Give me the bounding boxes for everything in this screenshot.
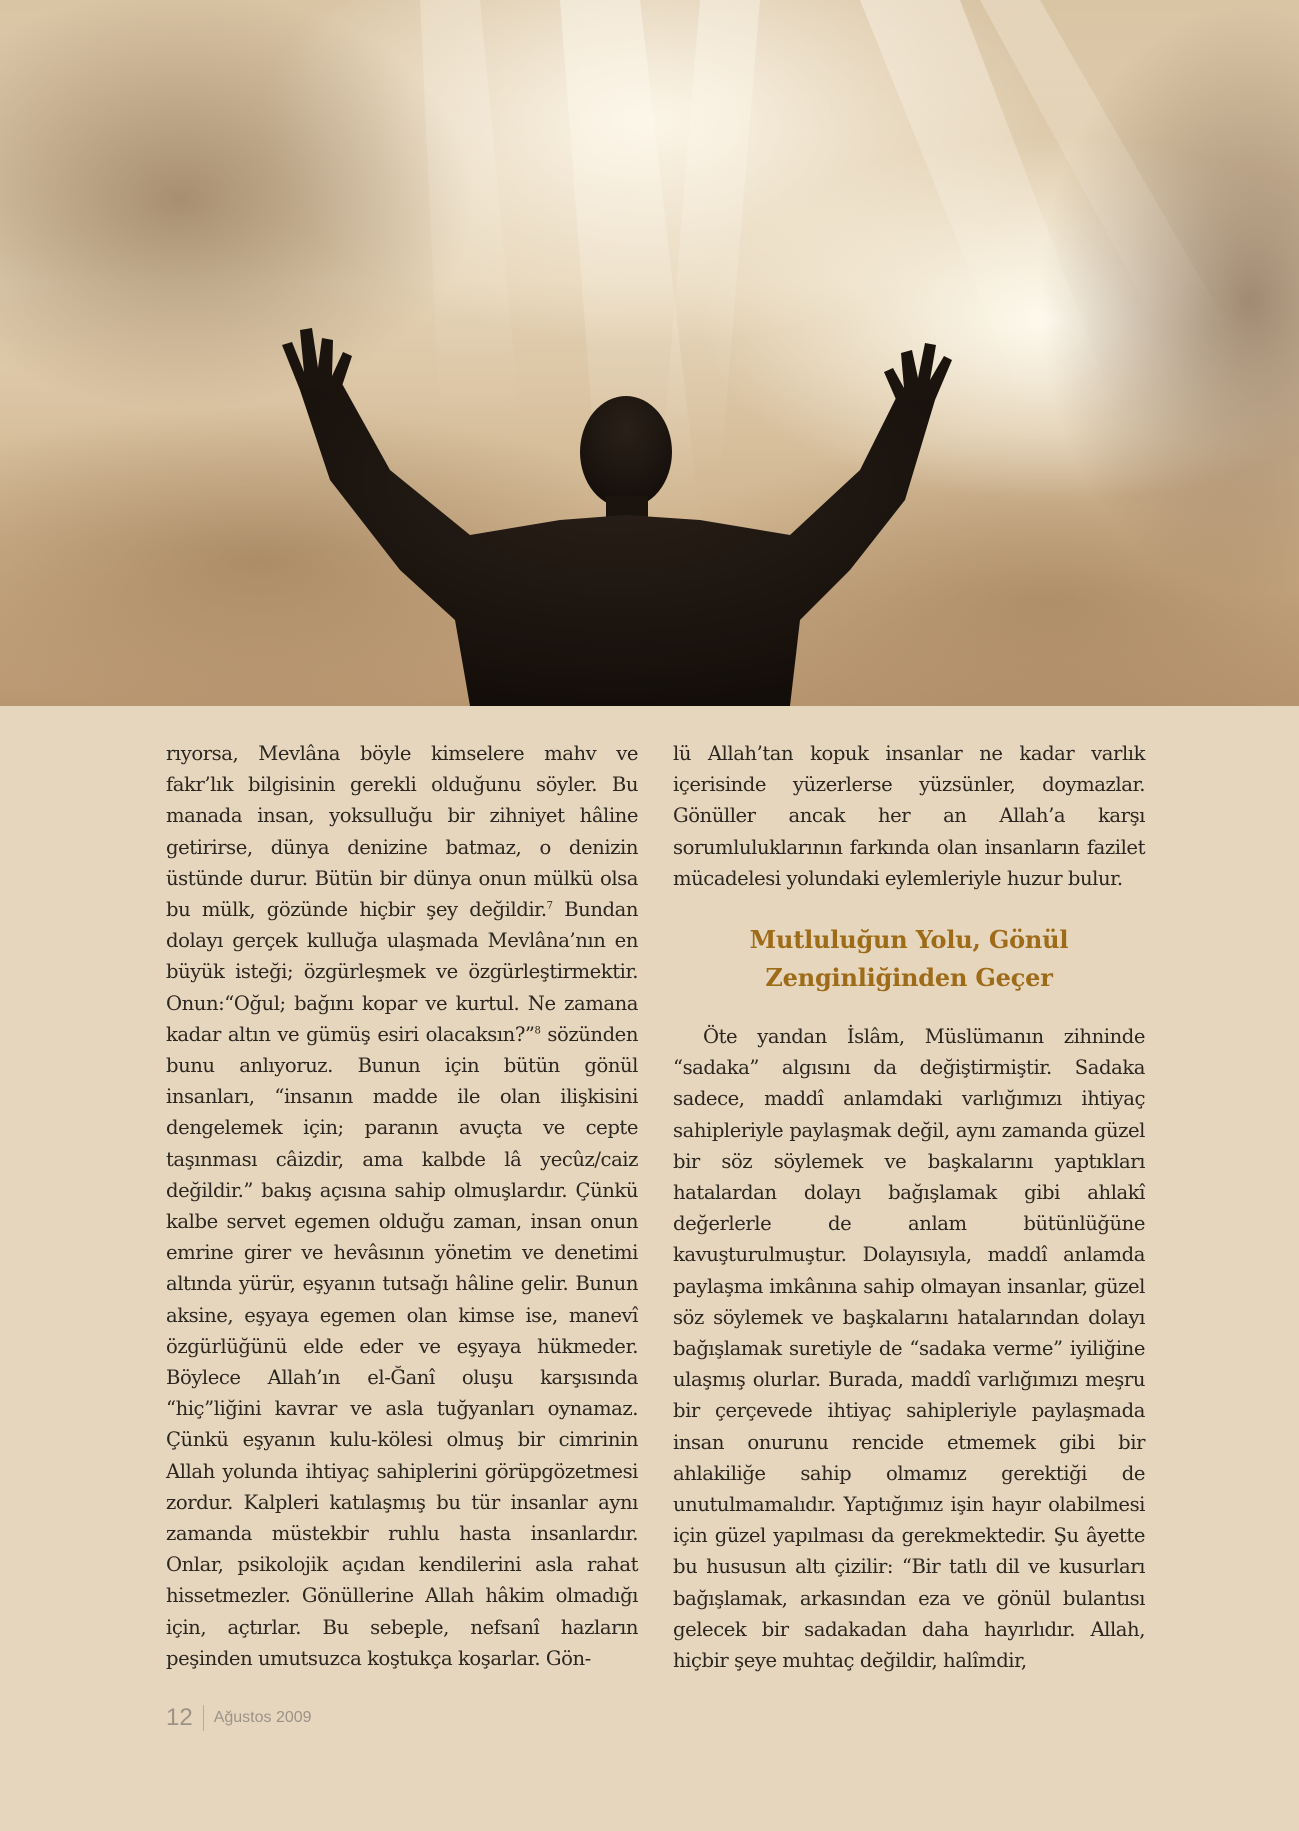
- left-paragraph: [166, 738, 638, 1674]
- hero-image: [0, 0, 1299, 706]
- footnote-ref: 7: [546, 900, 553, 912]
- page-footer: [166, 1704, 312, 1732]
- footnote-ref: 8: [534, 1025, 541, 1037]
- footer-divider: [203, 1705, 204, 1731]
- right-paragraph-2: Öte yandan İslâm, Müslümanın zihninde “sadaka” algısını da değiştirmiştir. Sadaka sadece, maddî anlamdaki varlığımızı ihtiyaç sahipleriyle paylaşmak değil, aynı zamanda güzel bir söz söylemek ve başkalarını yaptıkları hatalardan dolayı bağışlamak gibi ahlakî değerlerle de anlam bütünlüğüne kavuşturulmuştur. Dolayısıyla, maddî anlamda paylaşma imkânına sahip olmayan insanlar, güzel söz söylemek ve başkalarını hatalarından dolayı bağışlamak suretiyle de “sadaka verme” iyiliğine ulaşmış olurlar. Burada, maddî varlığımızı meşru bir çerçevede ihtiyaç sahipleriyle paylaşmada insan onurunu rencide etmemek gibi bir ahlakiliğe sahip olmamız gerektiği de unutulmamalıdır. Yaptığımız işin hayır olabilmesi için güzel yapılması da gerekmektedir. Şu âyette bu hususun altı çizilir: “Bir tatlı dil ve kusurları bağışlamak, arkasından eza ve gönül bulantısı gelecek bir sadakadan daha hayırlıdır. Allah, hiçbir şeye muhtaç değildir, halîmdir,: [673, 1025, 1145, 1673]
- heading-line-2: Zenginliğinden Geçer: [765, 963, 1053, 993]
- right-paragraph-1: lü Allah’tan kopuk insanlar ne kadar varlık içerisinde yüzerlerse yüzsünler, doymazlar. Gönüller ancak her an Allah’a karşı sorumluluklarının farkında olan insanların fazilet mücadelesi yolundaki eylemleriyle huzur bulur.: [673, 742, 1145, 890]
- light-rays: [0, 0, 1299, 706]
- paragraph-text: sözünden bunu anlıyoruz. Bunun için bütün gönül insanları, “insanın madde ile olan ilişkisini dengelemek için; paranın avuçta ve cepte taşınması câizdir, ama kalbde lâ yecûz/caiz değildir.” bakış açısına sahip olmuşlardır. Çünkü kalbe servet egemen olduğu zaman, insan onun emrine girer ve hevâsının yönetim ve denetimi altında yürür, eşyanın tutsağı hâline gelir. Bunun aksine, eşyaya egemen olan kimse ise, manevî özgürlüğünü elde eder ve eşyaya hükmeder. Böylece Allah’ın el-Ğanî oluşu karşısında “hiç”liğini kavrar ve asla tuğyanları oynamaz. Çünkü eşyanın kulu-kölesi olmuş bir cimrinin Allah yolunda ihtiyaç sahiplerini görüpgözetmesi zordur. Kalpleri katılaşmış bu tür insanlar aynı zamanda müstekbir ruhlu hasta insanlardır. Onlar, psikolojik açıdan kendilerini asla rahat hissetmezler. Gönüllerine Allah hâkim olmadığı için, açtırlar. Bu sebeple, nefsanî hazların peşinden umutsuzca koştukça koşarlar. Gön-: [166, 1022, 638, 1670]
- right-text-column: [673, 738, 1145, 1676]
- paragraph-text: rıyorsa, Mevlâna böyle kimselere mahv ve fakr’lık bilgisinin gerekli olduğunu söyler. Bu manada insan, yoksulluğu bir zihniyet hâline getirirse, dünya denizine batmaz, o denizin üstünde durur. Bütün bir dünya onun mülkü olsa bu mülk, gözünde hiçbir şey değildir.: [166, 742, 638, 922]
- page-number: 12: [166, 1704, 193, 1731]
- heading-line-1: Mutluluğun Yolu, Gönül: [749, 925, 1069, 955]
- paragraph-text: Bundan dolayı gerçek kulluğa ulaşmada Mevlâna’nın en büyük isteği; özgürleşmek ve özgürleştirmektir. Onun:“Oğul; bağını kopar ve kurtul. Ne zamana kadar altın ve gümüş esiri olacaksın?”: [166, 898, 638, 1046]
- section-heading: [673, 921, 1145, 997]
- issue-date: Ağustos 2009: [213, 1709, 312, 1726]
- left-text-column: [166, 738, 638, 1674]
